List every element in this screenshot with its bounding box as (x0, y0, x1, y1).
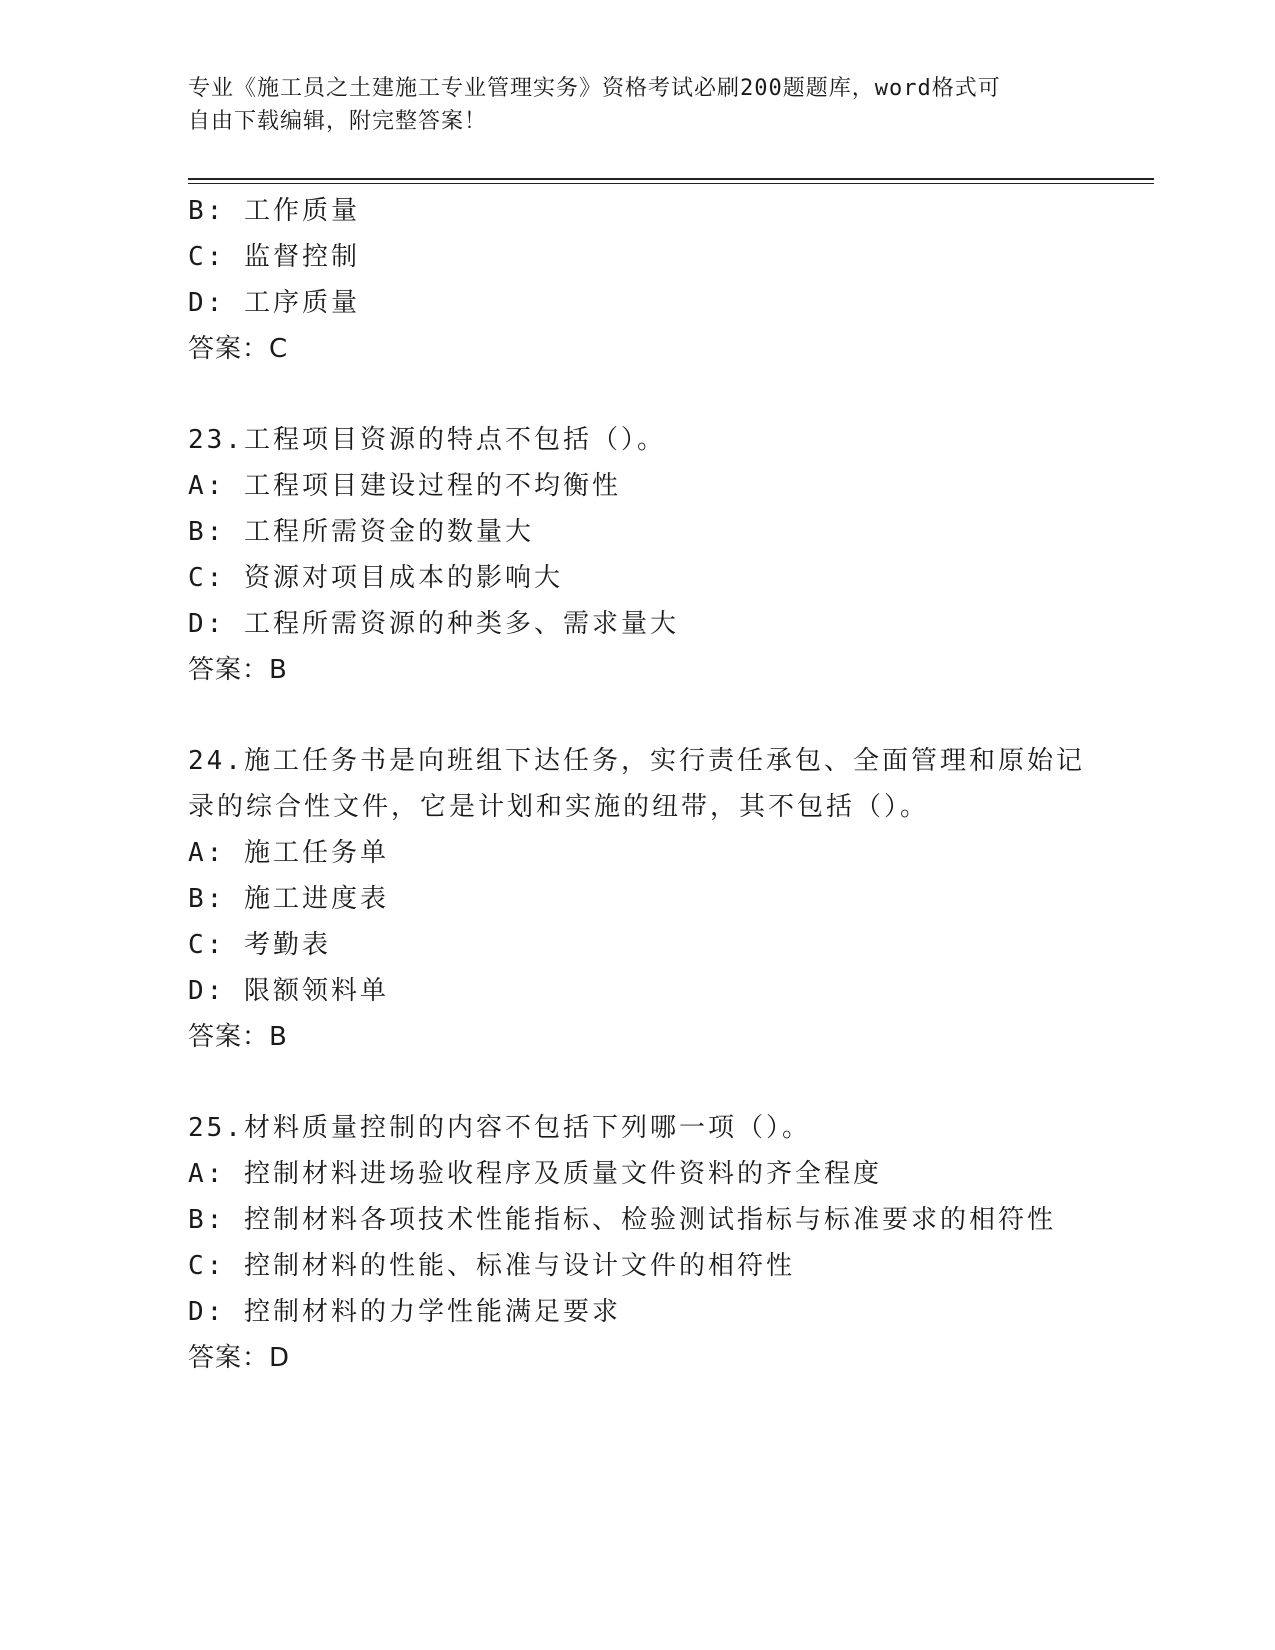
option-b: B: 工程所需资金的数量大 (188, 517, 534, 547)
document-header (188, 72, 1088, 138)
option-b: B: 控制材料各项技术性能指标、检验测试指标与标准要求的相符性 (188, 1205, 1056, 1235)
question-stem: 23.工程项目资源的特点不包括（）。 (188, 425, 666, 455)
header-title-line-1: 专业《施工员之土建施工专业管理实务》资格考试必刷200题题库，word格式可 (188, 76, 1001, 101)
option-c: C: 监督控制 (188, 242, 360, 272)
question-stem: 25.材料质量控制的内容不包括下列哪一项（）。 (188, 1113, 811, 1143)
answer-line: 答案：B (188, 1022, 288, 1052)
header-divider-thin (188, 183, 1154, 184)
spacer (188, 1060, 1088, 1105)
answer-line: 答案：C (188, 334, 289, 364)
option-d: D: 控制材料的力学性能满足要求 (188, 1297, 621, 1327)
question-24 (188, 738, 1088, 1060)
question-stem-line-2: 录的综合性文件，它是计划和实施的纽带，其不包括（）。 (188, 792, 930, 822)
option-a: A: 工程项目建设过程的不均衡性 (188, 471, 621, 501)
option-b: B: 工作质量 (188, 196, 360, 226)
question-stem-line-1: 24.施工任务书是向班组下达任务，实行责任承包、全面管理和原始记 (188, 746, 1085, 776)
question-23 (188, 417, 1088, 693)
option-d: D: 限额领料单 (188, 976, 389, 1006)
option-d: D: 工序质量 (188, 288, 360, 318)
option-c: C: 考勤表 (188, 930, 331, 960)
option-d: D: 工程所需资源的种类多、需求量大 (188, 609, 679, 639)
option-a: A: 控制材料进场验收程序及质量文件资料的齐全程度 (188, 1159, 882, 1189)
option-b: B: 施工进度表 (188, 884, 389, 914)
question-list (188, 188, 1088, 1381)
spacer (188, 372, 1088, 417)
option-c: C: 控制材料的性能、标准与设计文件的相符性 (188, 1251, 795, 1281)
question-25 (188, 1105, 1088, 1381)
answer-line: 答案：B (188, 655, 288, 685)
question-22 (188, 188, 1088, 372)
option-c: C: 资源对项目成本的影响大 (188, 563, 563, 593)
option-a: A: 施工任务单 (188, 838, 389, 868)
spacer (188, 693, 1088, 738)
header-title-line-2: 自由下载编辑，附完整答案！ (188, 109, 488, 134)
header-divider-thick (188, 178, 1154, 180)
answer-line: 答案：D (188, 1343, 291, 1373)
